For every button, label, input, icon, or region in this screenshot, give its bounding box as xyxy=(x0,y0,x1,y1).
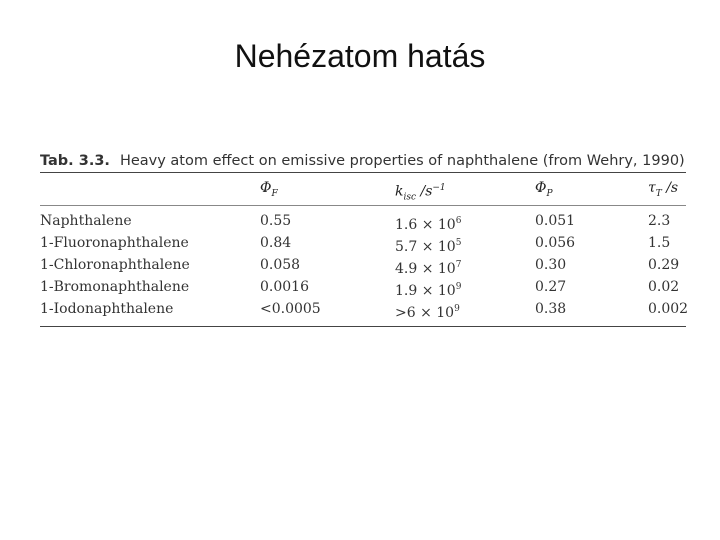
cell-compound: 1-Iodonaphthalene xyxy=(40,301,174,317)
table-row xyxy=(40,254,686,276)
cell-kisc: $1.9 \times 10^9$ xyxy=(395,282,462,299)
cell-tau-t: 0.02 xyxy=(648,279,680,295)
cell-kisc: $5.7 \times 10^5$ xyxy=(395,238,462,255)
table-caption xyxy=(40,150,686,172)
data-table xyxy=(40,150,689,327)
cell-tau-t: 0.002 xyxy=(648,301,689,317)
cell-compound: 1-Chloronaphthalene xyxy=(40,257,190,273)
table-row xyxy=(40,276,686,298)
table-row xyxy=(40,232,686,254)
cell-compound: 1-Fluoronaphthalene xyxy=(40,235,189,251)
cell-phi-p: 0.30 xyxy=(535,257,567,273)
cell-phi-p: 0.051 xyxy=(535,213,576,229)
cell-compound: 1-Bromonaphthalene xyxy=(40,279,190,295)
header-kisc: $k_{isc}$ $/s^{-1}$ xyxy=(395,183,446,203)
table-row xyxy=(40,210,686,232)
cell-phi-f: 0.0016 xyxy=(260,279,309,295)
cell-tau-t: 1.5 xyxy=(648,235,671,251)
cell-kisc: $4.9 \times 10^7$ xyxy=(395,260,462,277)
header-phi-f: $\Phi_F$ xyxy=(260,180,278,199)
cell-phi-f: 0.84 xyxy=(260,235,292,251)
cell-kisc: $1.6 \times 10^6$ xyxy=(395,216,462,233)
header-compound xyxy=(40,173,260,212)
cell-phi-f: 0.058 xyxy=(260,257,301,273)
cell-phi-f: 0.55 xyxy=(260,213,292,229)
caption-text: Heavy atom effect on emissive properties of naphthalene (from Wehry, 1990) xyxy=(119,153,685,169)
cell-phi-p: 0.27 xyxy=(535,279,567,295)
cell-kisc: $>6 \times 10^9$ xyxy=(395,304,460,321)
header-phi-p: $\Phi_P$ xyxy=(535,180,553,199)
table-header-row xyxy=(40,173,686,203)
cell-compound: Naphthalene xyxy=(40,213,132,229)
caption-label: Tab. 3.3. xyxy=(40,153,110,169)
table-body xyxy=(40,206,689,326)
bottom-rule xyxy=(40,326,686,327)
cell-tau-t: 0.29 xyxy=(648,257,680,273)
header-tau-t: $\tau_T$ /s xyxy=(648,180,679,199)
slide-title: Nehézatom hatás xyxy=(234,38,486,74)
cell-tau-t: 2.3 xyxy=(648,213,671,229)
cell-phi-f: <0.0005 xyxy=(260,301,321,317)
cell-phi-p: 0.056 xyxy=(535,235,576,251)
table-row xyxy=(40,298,689,321)
cell-phi-p: 0.38 xyxy=(535,301,567,317)
